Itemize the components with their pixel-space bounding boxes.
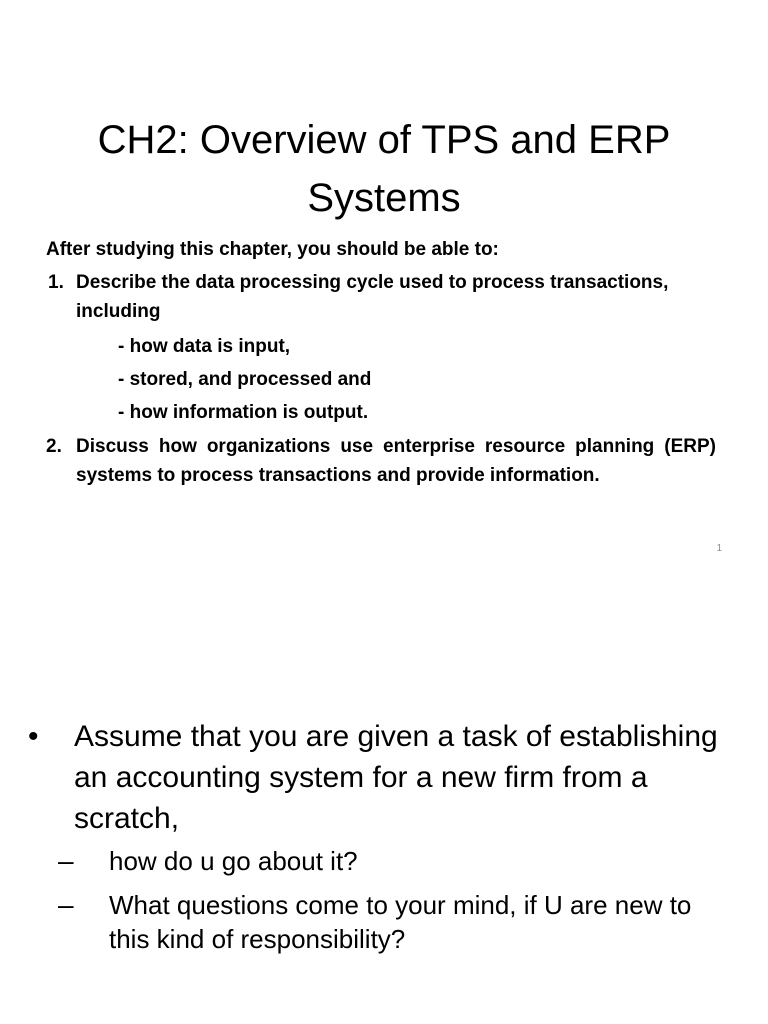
bullet-list <box>28 716 728 966</box>
objectives-intro: After studying this chapter, you should be able to: <box>46 239 499 260</box>
slide-2 <box>0 576 768 1024</box>
dash-icon: – <box>58 889 74 920</box>
objective-subitem: - how information is output. <box>118 402 369 423</box>
sub-bullet-item <box>28 888 728 956</box>
objective-item <box>46 432 716 490</box>
objective-number: 2. <box>46 436 62 457</box>
objective-number: 1. <box>48 272 64 293</box>
sub-bullet-item <box>28 844 728 878</box>
dash-icon: – <box>58 845 74 876</box>
page-number: 1 <box>716 543 722 554</box>
objective-text: Discuss how organizations use enterprise resource planning (ERP) systems to process transactions and provide information. <box>76 436 716 486</box>
sub-bullet-text: how do u go about it? <box>109 846 358 876</box>
objective-text: Describe the data processing cycle used to process transactions, including <box>76 272 669 322</box>
slide-title <box>40 111 728 227</box>
objective-subitem: - stored, and processed and <box>118 369 372 390</box>
title-line-1: CH2: Overview of TPS and ERP <box>97 117 671 162</box>
bullet-text: Assume that you are given a task of establishing an accounting system for a new firm from a scratch, <box>74 720 718 835</box>
sub-bullet-list <box>28 844 728 956</box>
objective-subitems <box>76 330 716 429</box>
sub-bullet-text: What questions come to your mind, if U are new to this kind of responsibility? <box>109 890 692 954</box>
bullet-item <box>28 716 728 839</box>
objective-item <box>46 268 716 429</box>
bullet-dot-icon: • <box>28 720 39 753</box>
learning-objectives <box>46 236 716 490</box>
title-line-2: Systems <box>307 175 461 220</box>
objective-subitem: - how data is input, <box>118 336 291 357</box>
